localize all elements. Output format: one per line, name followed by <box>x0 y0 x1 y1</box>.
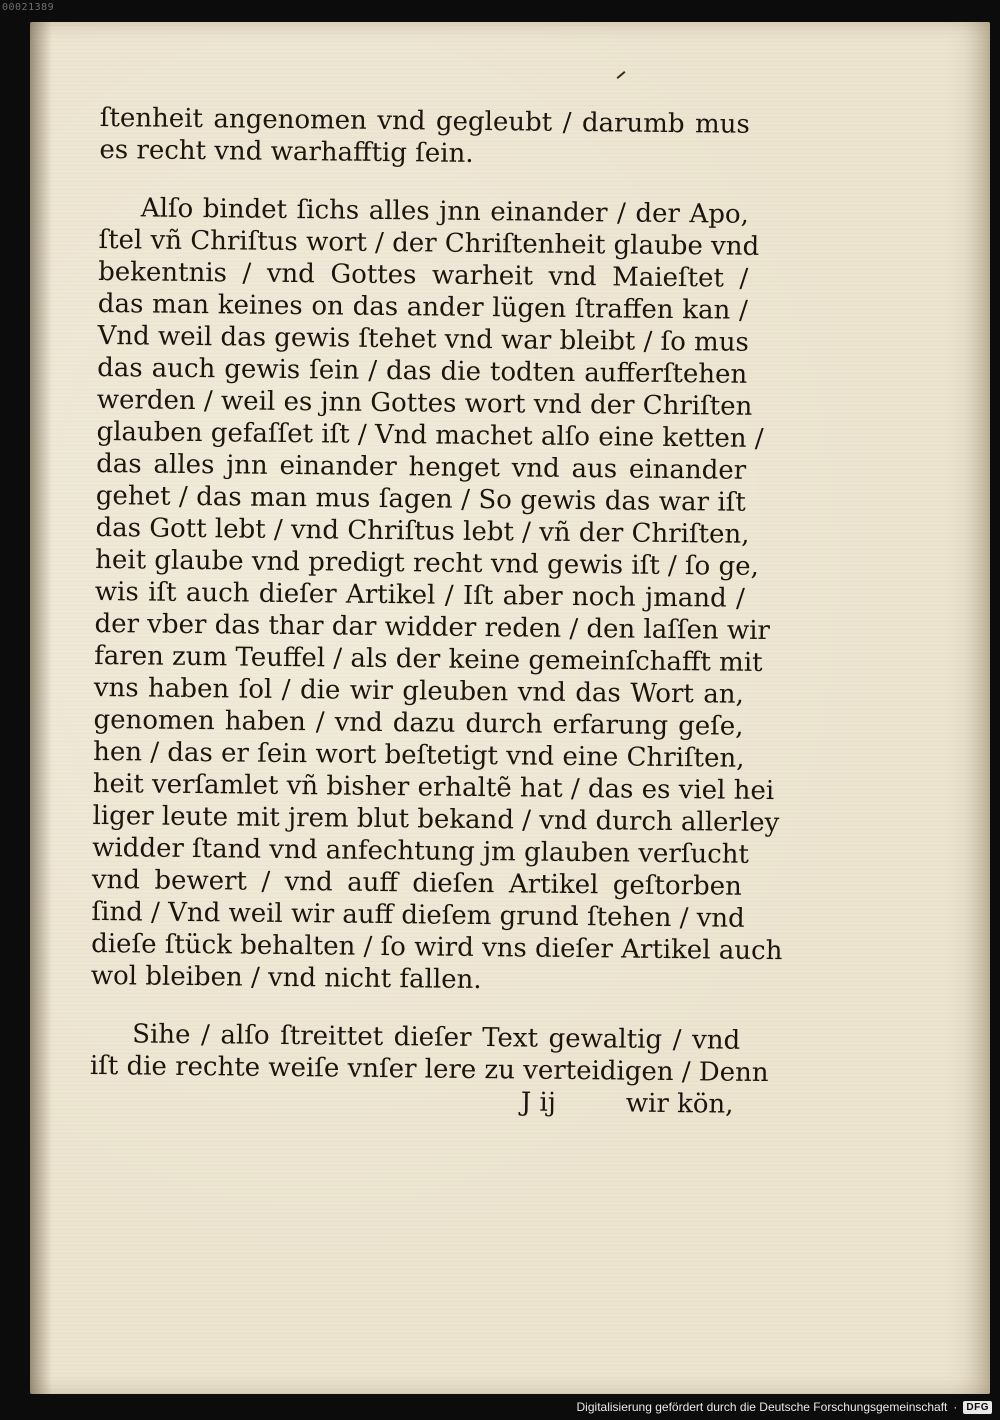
scan-id-label: 00021389 <box>2 2 55 13</box>
text-line: hen / das er ſein wort beſtetigt vnd eine Chriſten, <box>93 736 745 774</box>
text-line: werden / weil es jnn Gottes wort vnd der Chriſten <box>96 384 753 422</box>
text-line: glauben gefaſſet iſt / Vnd machet alſo eine ketten / <box>96 416 764 454</box>
digitization-footer <box>0 1394 1000 1420</box>
text-line: ſtel vñ Chriſtus wort / der Chriſtenheit glaube vnd <box>98 224 760 262</box>
footer-separator: · <box>953 1400 958 1414</box>
text-line: es recht vnd warhafftig ſein. <box>99 134 474 169</box>
text-line: vnd bewert / vnd auff dieſen Artikel geſtorben <box>91 864 742 902</box>
text-line: das auch gewis ſein / das die todten aufferſtehen <box>97 352 748 390</box>
text-line: der vber das thar dar widder reden / den laſſen wir <box>94 608 771 647</box>
text-line: das Gott lebt / vnd Chriſtus lebt / vñ der Chriſten, <box>95 512 750 550</box>
text-line: widder ſtand vnd anfechtung jm glauben verſucht <box>92 832 750 870</box>
footer-credit: Digitalisierung gefördert durch die Deutsche Forschungsgemeinschaft <box>576 1400 948 1414</box>
text-line: faren zum Teuffel / als der keine gemeinſchafft mit <box>94 640 763 678</box>
text-line: vns haben ſol / die wir gleuben vnd das Wort an, <box>93 672 744 710</box>
text-line: das man keines on das ander lügen ſtraffen kan / <box>97 288 749 326</box>
book-page <box>30 22 990 1394</box>
signature-and-catchword <box>89 1082 739 1121</box>
text-line: wol bleiben / vnd nicht fallen. <box>90 960 482 996</box>
text-line: Sihe / alſo ſtreittet dieſer Text gewaltig / vnd <box>132 1019 741 1056</box>
text-line: das alles jnn einander henget vnd aus einander <box>96 448 747 486</box>
text-line: bekentnis / vnd Gottes warheit vnd Maieſtet / <box>98 256 749 294</box>
paragraph-2 <box>90 192 783 999</box>
signature-mark: J ij <box>520 1087 557 1118</box>
text-line: heit glaube vnd predigt recht vnd gewis iſt / ſo ge, <box>95 544 760 582</box>
text-line: dieſe ſtück behalten / ſo wird vns dieſer Artikel auch <box>91 928 783 967</box>
text-line: ſtenheit angenomen vnd gegleubt / darumb mus <box>99 102 750 140</box>
text-line: ſind / Vnd weil wir auff dieſem grund ſtehen / vnd <box>91 896 745 934</box>
paragraph-1 <box>99 102 750 173</box>
text-line: gehet / das man mus ſagen / So gewis das war iſt <box>95 480 746 518</box>
text-line: genomen haben / vnd dazu durch erfarung geſe, <box>93 704 744 742</box>
catchword: wir kön, <box>625 1088 734 1120</box>
text-line: liger leute mit jrem blut bekand / vnd durch allerley <box>92 800 780 839</box>
text-line: Alſo bindet ſichs alles jnn einander / der Apo, <box>140 193 750 230</box>
page-text <box>89 102 783 1121</box>
ink-mark <box>617 71 626 79</box>
page-gutter-shadow <box>30 22 52 1394</box>
text-line: heit verſamlet vñ bisher erhaltẽ hat / das es viel hei <box>92 768 775 807</box>
text-line: iſt die rechte weiſe vnſer lere zu verteidigen / Denn <box>89 1050 769 1089</box>
dfg-logo: DFG <box>963 1401 992 1414</box>
text-line: Vnd weil das gewis ſtehet vnd war bleibt / ſo mus <box>97 320 750 358</box>
text-line: wis iſt auch dieſer Artikel / Iſt aber noch jmand / <box>94 576 745 614</box>
paragraph-3 <box>89 1018 769 1089</box>
